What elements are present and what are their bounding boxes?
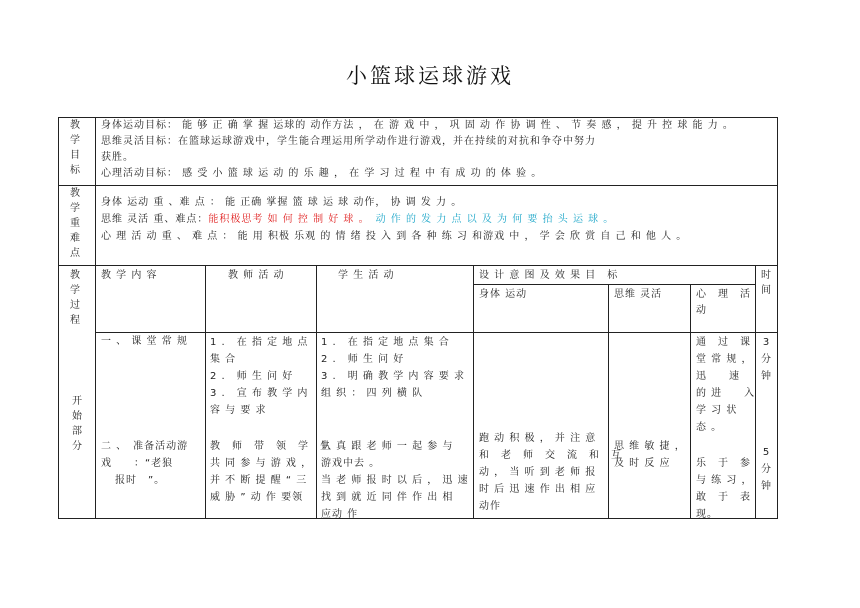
goal-thinking: 思维灵活目标：在篮球运球游戏中，学生能合理运用所学动作进行游戏，并在持续的对抗和争夺中努力 (101, 136, 596, 147)
student-routine: 1 . 在 指 定 地 点 集 合 2 . 师 生 问 好 3 . 明 确 教 学 内 容 要 求 组 织 ： 四 列 横 队 (321, 337, 465, 399)
goal-mind: 心理活动目标： 感 受 小 篮 球 运 动 的 乐 趣 ， 在 学 习 过 程 中 有 成 功 的 体 验 。 (101, 168, 543, 179)
thinking-effect: 思 维 敏 捷 ， 及 时 反 应 (614, 441, 686, 469)
phase-start-label: 开 始 部 分 (72, 396, 82, 452)
time-routine: 3 分 钟 (761, 337, 771, 382)
goal-thinking-cont: 获胜。 (101, 152, 134, 163)
header-design: 设 计 意 图 及 效 果 目 标 (479, 270, 619, 281)
time-game: 5 分 钟 (761, 447, 771, 492)
header-thinking: 思维 灵活 (614, 289, 663, 300)
mind-effect-routine: 通 过 课 堂 常 规 ， 迅 速 的 进 入 学 习 状 态 。 (696, 337, 756, 433)
goal-body: 身体运动目标： 能 够 正 确 掌 握 运球的 动作方法 ， 在 游 戏 中 ， 巩 固 动 作 协 调 性 、 节 奏 感 ， 提 升 控 球 能 力 。 (101, 120, 734, 131)
key-thinking: 思维 灵活 重、难点：能积极思考 如 何 控 制 好 球 。 动 作 的 发 力 点 以 及 为 何 要 抬 头 运 球 。 (101, 214, 615, 225)
key-body: 身体 运动 重 、难 点 ： 能 正确 掌握 篮 球 运 球 动作， 协 调 发 力 。 (101, 197, 463, 208)
key-thinking-red: 能积极思考 如 何 控 制 好 球 。 (208, 214, 365, 225)
header-content: 教 学 内 容 (101, 270, 158, 281)
page-title: 小篮球运球游戏 (346, 64, 514, 88)
header-teacher: 教 师 活 动 (228, 270, 285, 281)
student-game: 认 真 跟 老 师 一 起 参 与 游戏中去 。 当 老 师 报 时 以 后 ， 迅 速 找 到 就 近 同 伴 作 出 相 应动 作 (321, 441, 469, 520)
header-time: 时 间 (761, 270, 771, 296)
process-label: 教 学 过 程 (70, 270, 80, 326)
key-mind: 心 理 活 动 重 、 难 点 ： 能 用 积极 乐观 的 情 绪 投 入 到 各 种 练 习 和游戏 中 ， 学 会 欣 赏 自 己 和 他 人 。 (101, 231, 688, 242)
body-effect: 跑 动 积 极 ， 并 注 意 和 老 师 交 流 和 互 动 ， 当 听 到 老 师 报 时 后 迅 速 作 出 相 应 动作 (479, 433, 622, 512)
header-student: 学 生 活 动 (338, 270, 395, 281)
teacher-game: 教 师 带 领 学 生 共 同 参 与 游 戏 ， 并 不 断 提 醒 “ 三 威 胁 ” 动 作 要领 (210, 441, 331, 503)
key-points-label: 教 学 重 难 点 (70, 188, 80, 259)
header-mind: 心 理 活 动 (696, 289, 751, 316)
key-thinking-cyan: 动 作 的 发 力 点 以 及 为 何 要 抬 头 运 球 。 (375, 214, 615, 225)
goals-label: 教 学 目 标 (70, 120, 80, 176)
header-body: 身体 运动 (479, 289, 528, 300)
content-item-routine: 一 、 课 堂 常 规 (101, 336, 188, 347)
mind-effect-game: 乐 于 参 与 练 习 ， 敢 于 表 现。 (696, 458, 753, 520)
content-item-game: 二 、 准备活动游 戏 ：“老狼 报时 ”。 (101, 441, 189, 486)
teacher-routine: 1 . 在 指 定 地 点 集 合 2 . 师 生 问 好 3 . 宣 布 教 学 内 容 与 要 求 (210, 337, 309, 416)
